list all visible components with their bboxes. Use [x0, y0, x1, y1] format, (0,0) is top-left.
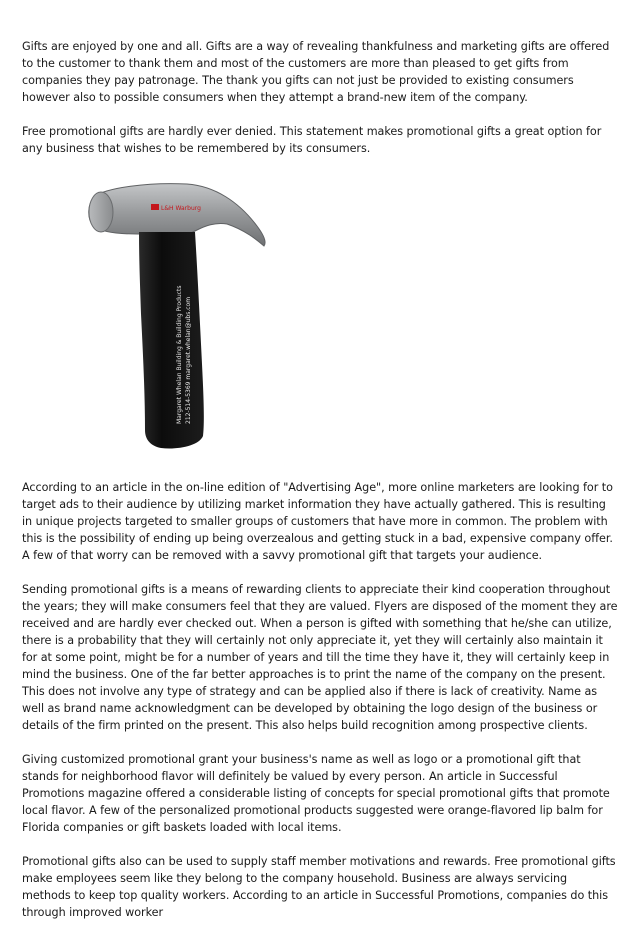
paragraph-6: Promotional gifts also can be used to supply staff member motivations and rewards. Free promotional gifts make employees seem like they belong to the company household. Business are always servicing methods to keep top quality workers. According to an article in Successful Promotions, companies do this through improved worker	[22, 855, 616, 919]
handle-imprint-line-1: Margaret Whelan Building & Building Products	[176, 285, 183, 424]
hammer-stress-toy-image	[22, 174, 618, 474]
handle-imprint-line-2: 212-514-5369 margaret.whelan@ubs.com	[185, 296, 192, 424]
paragraph-1: Gifts are enjoyed by one and all. Gifts are a way of revealing thankfulness and marketing gifts are offered to the customer to thank them and most of the customers are more than pleased to get gifts from companies they pay patronage. The thank you gifts can not just be provided to existing consumers however also to possible consumers when they attempt a brand-new item of the company.	[22, 40, 610, 104]
paragraph-5: Giving customized promotional grant your business's name as well as logo or a promotional gift that stands for neighborhood flavor will definitely be valued by every person. An article in Successful Promotions magazine offered a considerable listing of concepts for special promotional gifts that promote local flavor. A few of the personalized promotional products suggested were orange-flavored lip balm for Florida companies or gift baskets loaded with local items.	[22, 753, 610, 834]
hammer-handle	[139, 232, 204, 449]
paragraph-4: Sending promotional gifts is a means of rewarding clients to appreciate their kind cooperation throughout the years; they will make consumers feel that they are valued. Flyers are disposed of the moment they are received and are hardly ever checked out. When a person is gifted with something that he/she can utilize, there is a probability that they will certainly not only appreciate it, yet they will certainly also maintain it for at some point, might be for a number of years and till the time they have it, they will certainly keep in mind the business. One of the far better approaches is to print the name of the company on the present. This does not involve any type of strategy and can be applied also if there is lack of creativity. Name as well as brand name acknowledgment can be developed by obtaining the logo design of the business or details of the firm printed on the present. This also helps build recognition among prospective clients.	[22, 583, 618, 732]
logo-mark	[151, 204, 159, 210]
paragraph-2: Free promotional gifts are hardly ever denied. This statement makes promotional gifts a great option for any business that wishes to be remembered by its consumers.	[22, 125, 602, 155]
head-imprint: L&H Warburg	[161, 205, 201, 212]
document-page	[22, 38, 618, 938]
hammer-illustration	[77, 174, 277, 464]
paragraph-3: According to an article in the on-line edition of "Advertising Age", more online marketers are looking for to target ads to their audience by utilizing market information they have actually gathered. This is resulting in unique projects targeted to smaller groups of customers that have more in common. The problem with this is the possibility of ending up being overzealous and getting stuck in a bad, expensive company offer. A few of that worry can be removed with a savvy promotional gift that targets your audience.	[22, 481, 613, 562]
